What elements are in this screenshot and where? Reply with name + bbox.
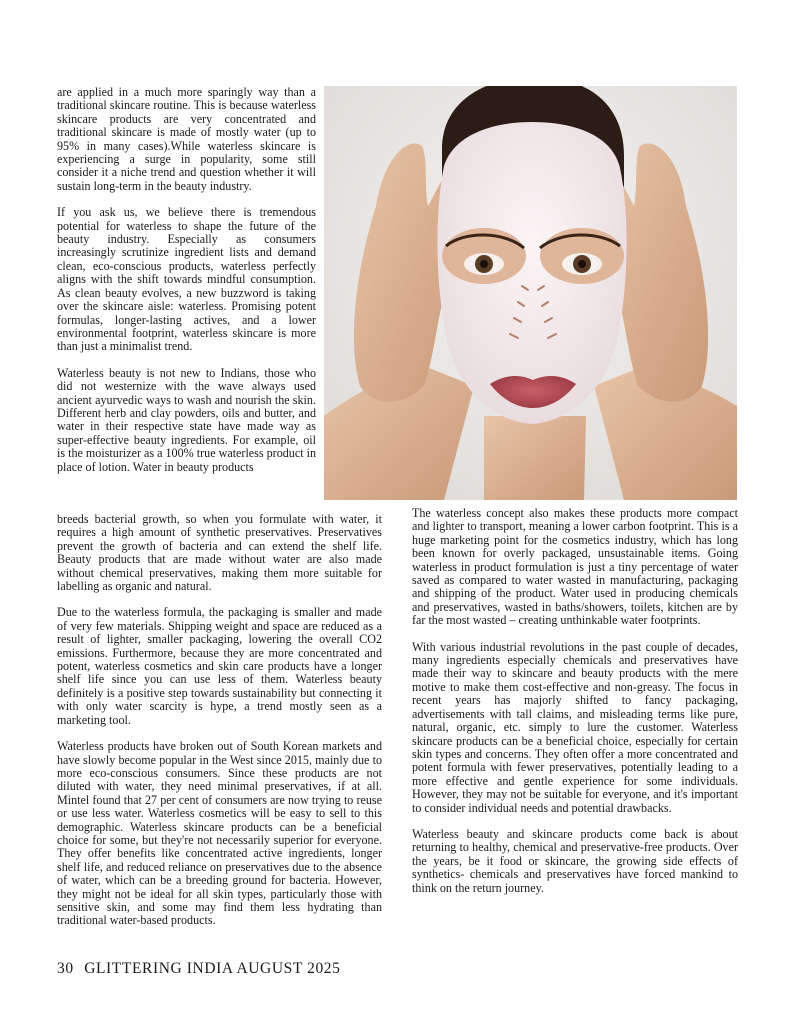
page-footer — [57, 960, 341, 978]
article-paragraph: Waterless beauty is not new to Indians, those who did not westernize with the wave always used ancient ayurvedic ways to wash and nourish the skin. Different herb and clay powders, oils and butter, and water in their respective state have made way as super-effective beauty ingredients. For example, oil is the moisturizer as a 100% true waterless product in place of lotion. Water in beauty products — [57, 365, 316, 474]
article-paragraph: breeds bacterial growth, so when you formulate with water, it requires a high amount of synthetic preservatives. Preservatives prevent the growth of bacteria and can extend the shelf life. Beauty products that are made without water are also made without chemical preservatives, making them more suitable for labelling as organic and natural. — [57, 512, 382, 594]
article-column-left-top — [57, 86, 316, 474]
article-paragraph: Waterless products have broken out of South Korean markets and have slowly become popular in the West since 2015, mainly due to more eco-conscious consumers. Since these products are not diluted with water, they need minimal preservatives, if at all. Mintel found that 27 per cent of consumers are now trying to reuse or use less water. Waterless cosmetics will be easy to sell to this demographic. Waterless skincare products can be a beneficial choice for some, but they're not necessarily superior for everyone. They offer benefits like concentrated active ingredients, longer shelf life, and reduced reliance on preservatives due to the absence of water, which can be a breeding ground for bacteria. However, they might not be ideal for all skin types, particularly those with sensitive skin, and some may find them less hydrating than traditional water-based products. — [57, 739, 382, 928]
article-paragraph: The waterless concept also makes these products more compact and lighter to transport, meaning a lower carbon footprint. This is a huge marketing point for the cosmetics industry, which has long been known for overly packaged, unsustainable items. Going waterless in product formulation is just a tiny percentage of water saved as compared to water wasted in manufacturing, packaging and shipping of the product. Water used in producing chemicals and preservatives, wasted in baths/showers, toilets, kitchen are by far the most wasted – creating unthinkable water footprints. — [412, 506, 738, 628]
page-number: 30 — [57, 960, 74, 977]
article-paragraph: With various industrial revolutions in the past couple of decades, many ingredients especially chemicals and preservatives have made their way to skincare and beauty products with the mere motive to make them cost-effective and non-greasy. The focus in recent years has majorly shifted to fancy packaging, advertisements with tall claims, and misleading terms like pure, natural, organic, etc. simply to lure the customer. Waterless skincare products can be a beneficial choice, especially for certain skin types and concerns. They often offer a more concentrated and potent formula with fewer preservatives, potentially leading to a more effective and gentle experience for some individuals. However, they may not be suitable for everyone, and it's important to consider individual needs and potential drawbacks. — [412, 639, 738, 815]
sheet-mask-photo — [324, 86, 737, 500]
publication-name: GLITTERING INDIA AUGUST 2025 — [84, 960, 341, 977]
article-paragraph: If you ask us, we believe there is tremendous potential for waterless to shape the future of the beauty industry. Especially as consumers increasingly scrutinize ingredient lists and demand clean, eco-conscious products, waterless perfectly aligns with the shift towards mindful consumption. As clean beauty evolves, a new buzzword is taking over the skincare aisle: waterless. Promising potent formulas, longer-lasting actives, and a lower environmental footprint, waterless skincare is more than just a minimalist trend. — [57, 205, 316, 354]
article-column-right — [412, 507, 738, 895]
article-paragraph: are applied in a much more sparingly way than a traditional skincare routine. This is because waterless skincare products are very concentrated and traditional skincare is made of mostly water (up to 95% in many cases).While waterless skincare is experiencing a surge in popularity, some still consider it a niche trend and question whether it will sustain long-term in the beauty industry. — [57, 85, 316, 193]
article-column-left-bottom — [57, 513, 382, 928]
article-paragraph: Due to the waterless formula, the packaging is smaller and made of very few materials. Shipping weight and space are reduced as a result of lighter, smaller packaging, lowering the overall CO2 emissions. Furthermore, because they are more concentrated and potent, waterless cosmetics and skin care products have a longer shelf life since you can use less of them. Waterless beauty definitely is a positive step towards sustainability but connecting it with only water scarcity is hype, a trend mostly seen as a marketing tool. — [57, 605, 382, 727]
article-paragraph: Waterless beauty and skincare products come back is about returning to healthy, chemical and preservative-free products. Over the years, be it food or skincare, the growing side effects of synthetics- chemicals and preservatives have forced mankind to think on the return journey. — [412, 826, 738, 895]
